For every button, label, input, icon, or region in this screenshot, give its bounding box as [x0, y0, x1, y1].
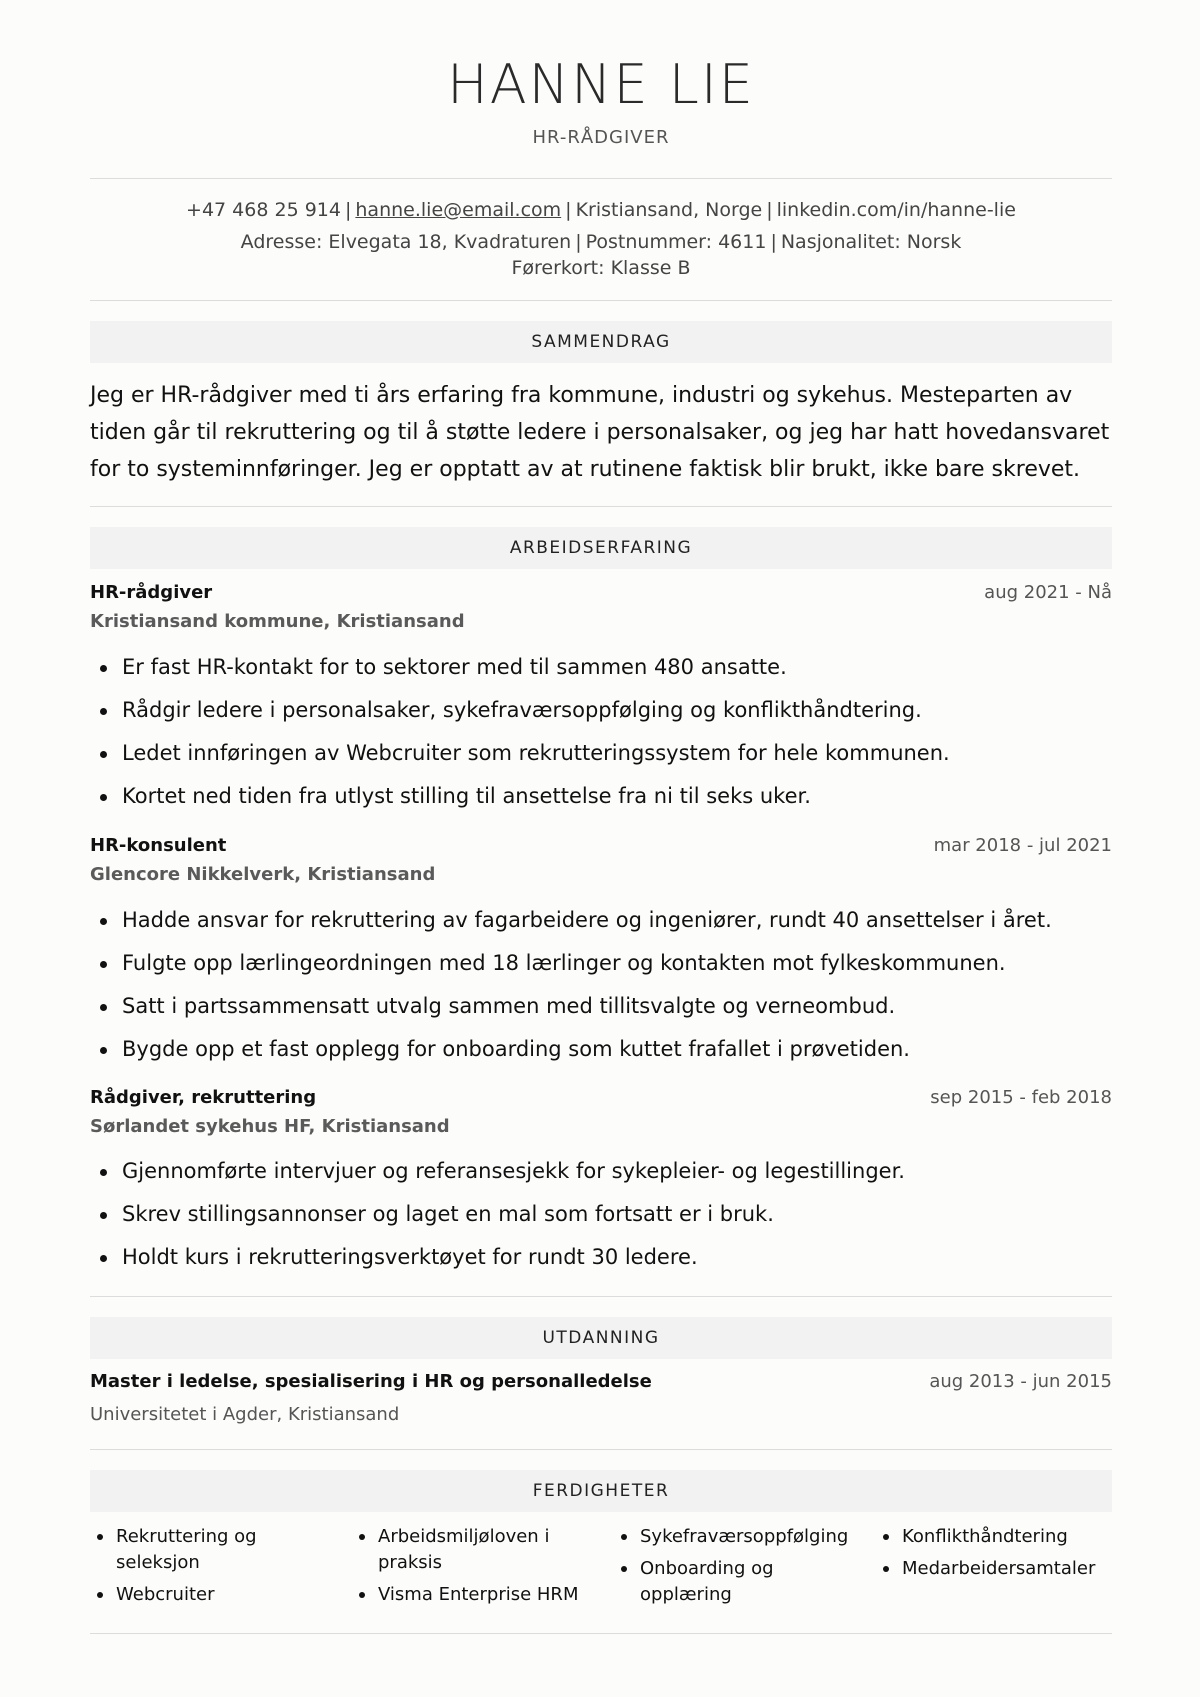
- skill-item: Rekruttering og seleksjon: [90, 1524, 330, 1576]
- degree-title: Master i ledelse, spesialisering i HR og personalledelse: [90, 1371, 652, 1392]
- list-item: Hadde ansvar for rekruttering av fagarbeidere og ingeniører, rundt 40 ansettelser i året.: [90, 899, 1112, 942]
- skills-column: [614, 1524, 854, 1614]
- divider: [90, 178, 1112, 179]
- job-title: HR-konsulent: [90, 835, 227, 856]
- skill-item: Sykefraværsoppfølging: [614, 1524, 854, 1550]
- list-item: Bygde opp et fast opplegg for onboarding som kuttet frafallet i prøvetiden.: [90, 1028, 1112, 1071]
- skill-item: Webcruiter: [90, 1582, 330, 1608]
- job-bullets: [90, 646, 1112, 818]
- list-item: Er fast HR-kontakt for to sektorer med til sammen 480 ansatte.: [90, 646, 1112, 689]
- skills-column: [876, 1524, 1116, 1588]
- phone: +47 468 25 914: [186, 199, 341, 221]
- divider: [90, 300, 1112, 301]
- skill-item: Konflikthåndtering: [876, 1524, 1116, 1550]
- job-title: HR-rådgiver: [90, 582, 213, 603]
- address: Adresse: Elvegata 18, Kvadraturen: [240, 231, 572, 253]
- summary-text: Jeg er HR-rådgiver med ti års erfaring fra kommune, industri og sykehus. Mesteparten av tiden går til rekruttering og til å støtte ledere i personalsaker, og jeg har hatt hovedansvaret for to systeminnføringer. Jeg er opptatt av at rutinene faktisk blir brukt, ikke bare skrevet.: [90, 383, 1110, 482]
- linkedin-link[interactable]: linkedin.com/in/hanne-lie: [776, 199, 1016, 221]
- job-organization: Sørlandet sykehus HF, Kristiansand: [90, 1116, 450, 1137]
- job-organization: Glencore Nikkelverk, Kristiansand: [90, 864, 436, 885]
- section-heading-skills: FERDIGHETER: [90, 1470, 1112, 1512]
- section-heading-education: UTDANNING: [90, 1317, 1112, 1359]
- job-dates: mar 2018 - jul 2021: [933, 835, 1112, 856]
- divider: [90, 506, 1112, 507]
- job-title: Rådgiver, rekruttering: [90, 1087, 317, 1108]
- list-item: Skrev stillingsannonser og laget en mal som fortsatt er i bruk.: [90, 1193, 1112, 1236]
- list-item: Gjennomførte intervjuer og referansesjekk for sykepleier- og legestillinger.: [90, 1150, 1112, 1193]
- postcode: Postnummer: 4611: [585, 231, 767, 253]
- separator: |: [344, 199, 352, 221]
- section-heading-summary: SAMMENDRAG: [90, 321, 1112, 363]
- school-name: Universitetet i Agder, Kristiansand: [90, 1404, 400, 1425]
- education-dates: aug 2013 - jun 2015: [929, 1371, 1112, 1392]
- drivers-license: Førerkort: Klasse B: [511, 257, 691, 279]
- job-dates: aug 2021 - Nå: [984, 582, 1112, 603]
- job-dates: sep 2015 - feb 2018: [930, 1087, 1112, 1108]
- nationality: Nasjonalitet: Norsk: [780, 231, 962, 253]
- list-item: Satt i partssammensatt utvalg sammen med tillitsvalgte og verneombud.: [90, 985, 1112, 1028]
- divider: [90, 1296, 1112, 1297]
- contact-line-3: [90, 254, 1112, 282]
- separator: |: [575, 231, 582, 253]
- divider: [90, 1449, 1112, 1450]
- candidate-name: HANNE LIE: [447, 53, 755, 116]
- contact-line-1: [90, 196, 1112, 224]
- skill-item: Onboarding og opplæring: [614, 1556, 854, 1608]
- list-item: Rådgir ledere i personalsaker, sykefraværsoppfølging og konflikthåndtering.: [90, 689, 1112, 732]
- job-bullets: [90, 1150, 1112, 1279]
- job-organization: Kristiansand kommune, Kristiansand: [90, 611, 465, 632]
- candidate-title: HR-RÅDGIVER: [532, 127, 670, 148]
- list-item: Kortet ned tiden fra utlyst stilling til ansettelse fra ni til seks uker.: [90, 775, 1112, 818]
- list-item: Holdt kurs i rekrutteringsverktøyet for rundt 30 ledere.: [90, 1236, 1112, 1279]
- separator: |: [770, 231, 777, 253]
- location: Kristiansand, Norge: [575, 199, 763, 221]
- email-link[interactable]: hanne.lie@email.com: [355, 199, 562, 221]
- job-bullets: [90, 899, 1112, 1071]
- skill-item: Visma Enterprise HRM: [352, 1582, 592, 1608]
- skills-column: [90, 1524, 330, 1614]
- skill-item: Arbeidsmiljøloven i praksis: [352, 1524, 592, 1576]
- contact-line-2: [90, 228, 1112, 256]
- separator: |: [565, 199, 572, 221]
- separator: |: [766, 199, 773, 221]
- list-item: Fulgte opp lærlingeordningen med 18 lærlinger og kontakten mot fylkeskommunen.: [90, 942, 1112, 985]
- divider: [90, 1633, 1112, 1634]
- skills-column: [352, 1524, 592, 1614]
- section-heading-experience: ARBEIDSERFARING: [90, 527, 1112, 569]
- list-item: Ledet innføringen av Webcruiter som rekrutteringssystem for hele kommunen.: [90, 732, 1112, 775]
- skill-item: Medarbeidersamtaler: [876, 1556, 1116, 1582]
